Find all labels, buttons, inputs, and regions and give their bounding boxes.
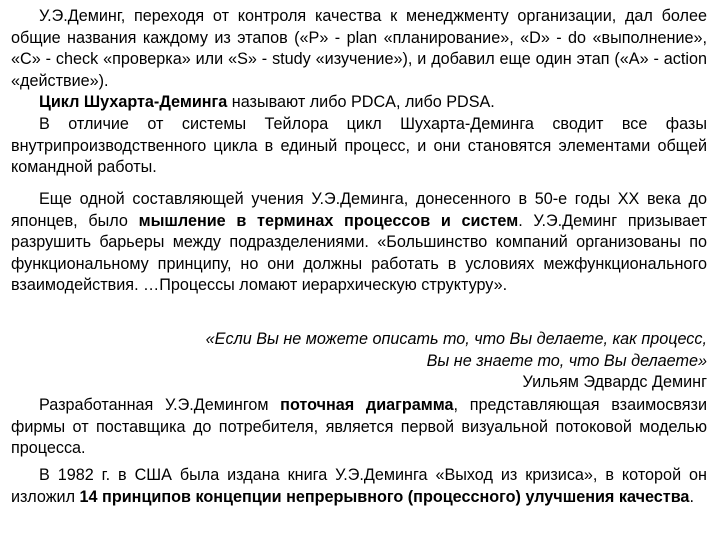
quote-author: Уильям Эдвардс Деминг bbox=[522, 373, 707, 392]
paragraph-text: Разработанная У.Э.Демингом bbox=[39, 396, 281, 414]
paragraph-text: В 1982 г. в США была издана книга У.Э.Деминга «Выход из кризиса», в которой он изложил bbox=[11, 466, 707, 506]
bold-term: мышление в терминах процессов и систем bbox=[138, 211, 519, 230]
text-block-flow-diagram bbox=[11, 395, 707, 460]
paragraph-cycle-name bbox=[11, 92, 707, 114]
paragraph-deming-stages bbox=[11, 6, 707, 92]
text-block-process-thinking bbox=[11, 189, 707, 297]
paragraph-text: У.Э.Деминг, переходя от контроля качества к менеджменту организации, дал более общие названия каждому из этапов («P» - plan «планирование», «D» - do «выполнение», «C» - check «проверка» или «S» - study «изучение»), и добавил еще один этап («A» - action «действие»). bbox=[11, 7, 707, 90]
quote-line: Вы не знаете то, что Вы делаете» bbox=[426, 351, 707, 370]
paragraph-text: В отличие от системы Тейлора цикл Шухарта-Деминга сводит все фазы внутрипроизводственного цикла в единый процесс, и они становятся элементами общей командной работы. bbox=[11, 114, 707, 177]
paragraph-text: , представляющая взаимосвязи фирмы от поставщика до потребителя, является первой визуальной потоковой моделью процесса. bbox=[11, 396, 707, 458]
text-block-pdca bbox=[11, 6, 707, 179]
paragraph-process-thinking bbox=[11, 189, 707, 297]
paragraph-text: называют либо PDCA, либо PDSA. bbox=[227, 93, 495, 112]
paragraph-flow-diagram bbox=[11, 395, 707, 460]
deming-quote bbox=[107, 329, 707, 394]
bold-term: 14 принципов концепции непрерывного (процессного) улучшения качества bbox=[79, 487, 690, 506]
text-block-14-principles bbox=[11, 465, 707, 508]
bold-term: Цикл Шухарта-Деминга bbox=[39, 93, 228, 112]
paragraph-text: . У.Э.Деминг призывает разрушить барьеры между подразделениями. «Большинство компаний организованы по функциональному принципу, но они должны работать в условиях межфункционального взаимодействия. …Процессы ломают иерархическую структуру». bbox=[11, 211, 707, 295]
paragraph-text: Еще одной составляющей учения У.Э.Деминга, донесенного в 50-е годы XX века до японцев, было bbox=[11, 190, 707, 230]
bold-term: поточная диаграмма bbox=[280, 396, 454, 414]
paragraph-14-principles bbox=[11, 465, 707, 508]
paragraph-text: . bbox=[689, 487, 694, 506]
quote-line: «Если Вы не можете описать то, что Вы делаете, как процесс, bbox=[205, 330, 707, 348]
paragraph-taylor-comparison bbox=[11, 114, 707, 179]
